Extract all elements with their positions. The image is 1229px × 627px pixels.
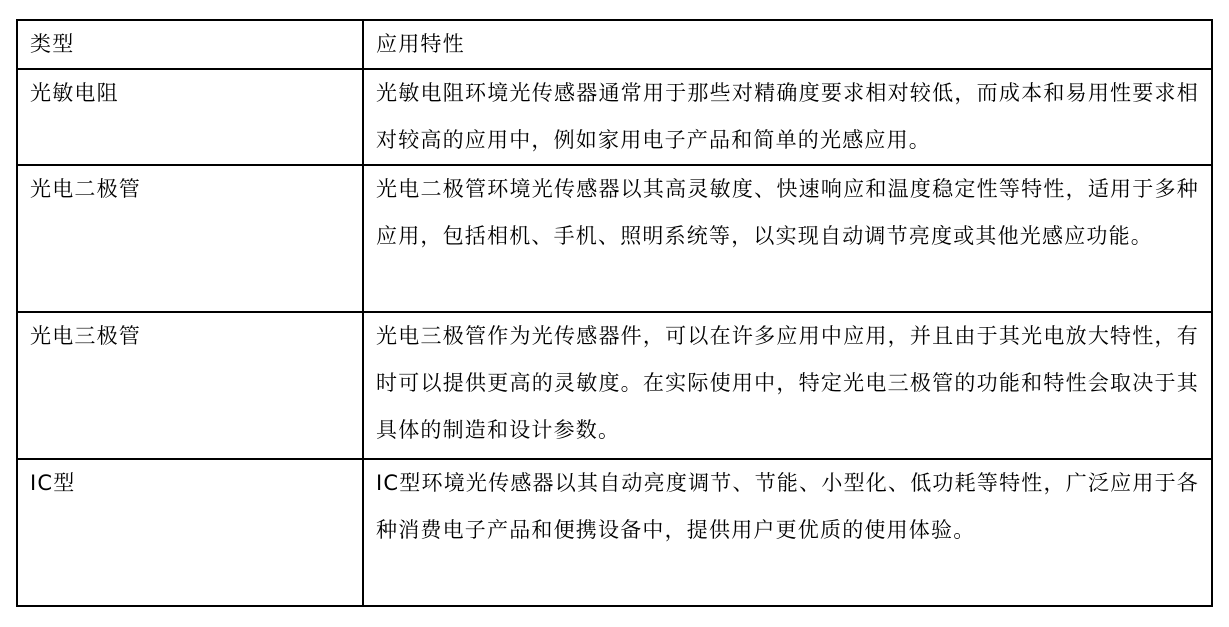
description-cell: 光电三极管作为光传感器件，可以在许多应用中应用，并且由于其光电放大特性，有时可以提供更高的灵敏度。在实际使用中，特定光电三极管的功能和特性会取决于其具体的制造和设计参数。 xyxy=(363,312,1212,459)
table-row xyxy=(17,165,1212,312)
description-cell: 光电二极管环境光传感器以其高灵敏度、快速响应和温度稳定性等特性，适用于多种应用，包括相机、手机、照明系统等，以实现自动调节亮度或其他光感应功能。 xyxy=(363,165,1212,312)
header-application: 应用特性 xyxy=(363,20,1212,69)
description-cell: IC型环境光传感器以其自动亮度调节、节能、小型化、低功耗等特性，广泛应用于各种消费电子产品和便携设备中，提供用户更优质的使用体验。 xyxy=(363,459,1212,606)
table-header-row xyxy=(17,20,1212,69)
type-cell: 光电三极管 xyxy=(17,312,363,459)
table-row xyxy=(17,69,1212,165)
description-cell: 光敏电阻环境光传感器通常用于那些对精确度要求相对较低，而成本和易用性要求相对较高的应用中，例如家用电子产品和简单的光感应用。 xyxy=(363,69,1212,165)
header-type: 类型 xyxy=(17,20,363,69)
sensor-comparison-table xyxy=(16,19,1213,607)
table-row xyxy=(17,459,1212,606)
table-row xyxy=(17,312,1212,459)
type-cell: 光敏电阻 xyxy=(17,69,363,165)
type-cell: IC型 xyxy=(17,459,363,606)
type-cell: 光电二极管 xyxy=(17,165,363,312)
